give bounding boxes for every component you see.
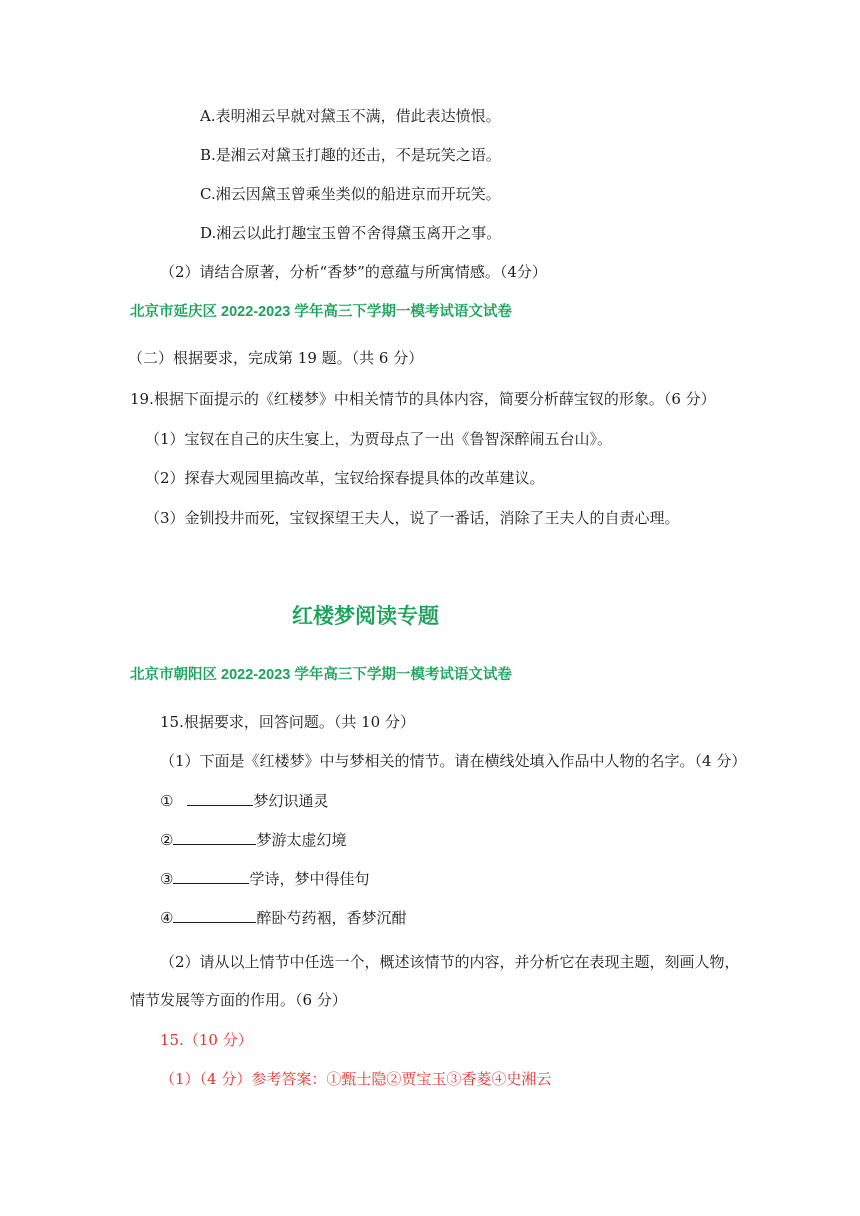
blank-number: ④	[160, 909, 174, 927]
fill-blank-4	[160, 908, 406, 928]
blank-text: 学诗，梦中得佳句	[249, 870, 370, 888]
question-15-part-2: （2）请从以上情节中任选一个，概述该情节的内容，并分析它在表现主题，刻画人物，	[160, 953, 740, 971]
question-15-part-2-cont: 情节发展等方面的作用。（6 分）	[130, 991, 347, 1009]
source-heading-yanqing: 北京市延庆区 2022-2023 学年高三下学期一模考试语文试卷	[130, 304, 512, 320]
blank-text: 梦幻识通灵	[253, 792, 329, 810]
answer-heading: 15.（10 分）	[160, 1031, 253, 1049]
answer-blank[interactable]	[173, 830, 256, 845]
blank-text: 醉卧芍药裀，香梦沉酣	[256, 909, 407, 927]
question-2: （2）请结合原著，分析“香梦”的意蕴与所寓情感。（4分）	[160, 263, 547, 281]
answer-blank[interactable]	[173, 869, 249, 884]
option-a: A.表明湘云早就对黛玉不满，借此表达愤恨。	[200, 107, 501, 125]
fill-blank-1	[160, 791, 328, 811]
question-19-item-1: （1）宝钗在自己的庆生宴上，为贾母点了一出《鲁智深醉闹五台山》。	[145, 430, 613, 448]
blank-text: 梦游太虚幻境	[256, 831, 347, 849]
answer-blank[interactable]	[187, 791, 253, 806]
page-title: 红楼梦阅读专题	[292, 605, 439, 628]
blank-number: ②	[160, 831, 174, 849]
fill-blank-2	[160, 830, 346, 850]
fill-blank-3	[160, 869, 369, 889]
option-d: D.湘云以此打趣宝玉曾不舍得黛玉离开之事。	[200, 224, 502, 242]
answer-part-1: （1）（4 分）参考答案：①甄士隐②贾宝玉③香菱④史湘云	[160, 1070, 552, 1088]
question-19-item-2: （2）探春大观园里搞改革，宝钗给探春提具体的改革建议。	[145, 469, 545, 487]
section-intro: （二）根据要求，完成第 19 题。（共 6 分）	[128, 349, 424, 367]
source-heading-chaoyang: 北京市朝阳区 2022-2023 学年高三下学期一模考试语文试卷	[130, 667, 512, 683]
blank-number: ③	[160, 870, 174, 888]
question-19-item-3: （3）金钏投井而死，宝钗探望王夫人，说了一番话，消除了王夫人的自责心理。	[145, 509, 680, 527]
answer-blank[interactable]	[173, 908, 256, 923]
blank-number: ①	[160, 792, 174, 810]
question-15-part-1: （1）下面是《红楼梦》中与梦相关的情节。请在横线处填入作品中人物的名字。（4 分）	[160, 752, 747, 770]
option-b: B.是湘云对黛玉打趣的还击，不是玩笑之语。	[200, 146, 501, 164]
question-19: 19.根据下面提示的《红楼梦》中相关情节的具体内容，简要分析薛宝钗的形象。（6 分）	[130, 390, 716, 408]
question-15: 15.根据要求，回答问题。（共 10 分）	[160, 713, 415, 731]
option-c: C.湘云因黛玉曾乘坐类似的船进京而开玩笑。	[200, 185, 501, 203]
